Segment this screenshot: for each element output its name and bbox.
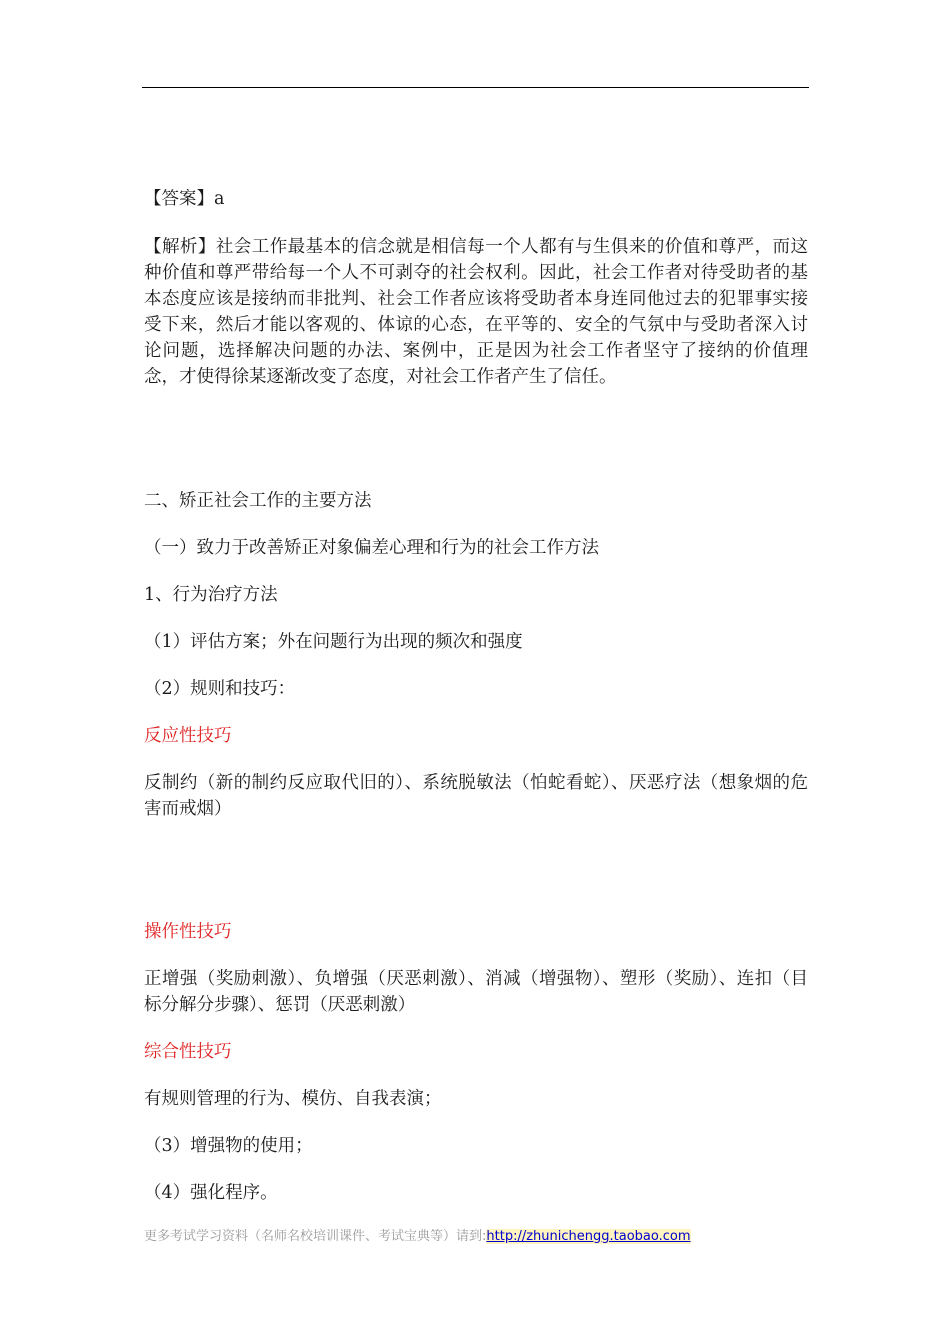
section-title: 二、矫正社会工作的主要方法 <box>144 491 372 511</box>
reactive-text: 反制约（新的制约反应取代旧的）、系统脱敏法（怕蛇看蛇）、厌恶疗法（想象烟的危害而戒烟） <box>144 773 808 819</box>
method-title: 1、行为治疗方法 <box>144 585 278 605</box>
list-item-2: （2）规则和技巧： <box>144 679 296 699</box>
reactive-heading: 反应性技巧 <box>144 726 232 746</box>
subsection-title: （一）致力于改善矫正对象偏差心理和行为的社会工作方法 <box>144 538 599 558</box>
combined-heading: 综合性技巧 <box>144 1042 232 1062</box>
operant-text: 正增强（奖励刺激）、负增强（厌恶刺激）、消减（增强物）、塑形（奖励）、连扣（目标分解分步骤）、惩罚（厌恶刺激） <box>144 969 808 1015</box>
header-rule <box>142 87 809 88</box>
footer-link[interactable]: http://zhunichengg.taobao.com <box>486 1229 691 1244</box>
list-item-3: （3）增强物的使用； <box>144 1136 313 1156</box>
analysis-paragraph: 【解析】社会工作最基本的信念就是相信每一个人都有与生俱来的价值和尊严，而这种价值和尊严带给每一个人不可剥夺的社会权利。因此，社会工作者对待受助者的基本态度应该是接纳而非批判、社会工作者应该将受助者本身连同他过去的犯罪事实接受下来，然后才能以客观的、体谅的心态，在平等的、安全的气氛中与受助者深入讨论问题，选择解决问题的办法、案例中，正是因为社会工作者坚守了接纳的价值理念，才使得徐某逐渐改变了态度，对社会工作者产生了信任。 <box>144 237 808 387</box>
footer-text: 更多考试学习资料（名师名校培训课件、考试宝典等）请到: <box>144 1229 487 1244</box>
content-body <box>144 186 808 1206</box>
answer-line: 【答案】a <box>144 189 225 209</box>
list-item-1: （1）评估方案；外在问题行为出现的频次和强度 <box>144 632 523 652</box>
combined-text: 有规则管理的行为、模仿、自我表演； <box>144 1089 442 1109</box>
operant-heading: 操作性技巧 <box>144 922 232 942</box>
footer <box>144 1225 691 1244</box>
list-item-4: （4）强化程序。 <box>144 1183 278 1203</box>
